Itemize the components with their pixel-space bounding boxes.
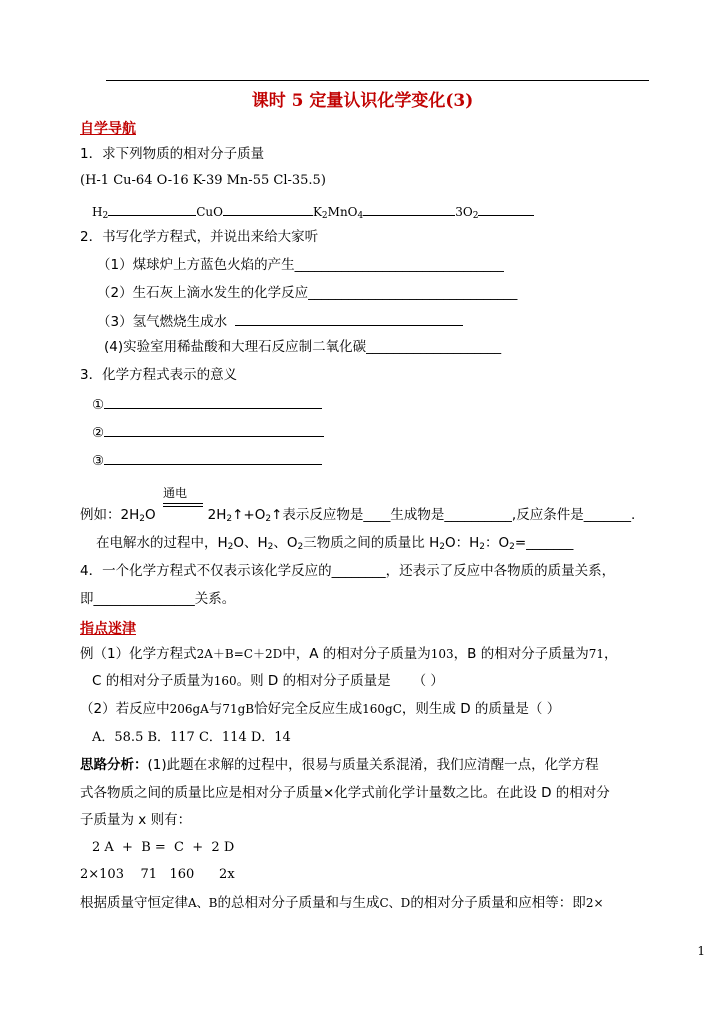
section-heading-guide: 自学导航: [80, 121, 136, 137]
analysis-equation: 2 A + B = C + 2 D: [92, 840, 235, 855]
question-3: 3．化学方程式表示的意义: [80, 367, 238, 383]
page-number: 1: [697, 944, 705, 958]
example-equation: 例如：$2H_2O$ $2H_2↑+O_2↑$表示反应物是____生成物是__________,反应条件是_______.: [80, 507, 636, 524]
analysis-line-1: 思路分析：(1)此题在求解的过程中，很易与质量关系混淆，我们应清醒一点，化学方程: [80, 757, 599, 773]
question-2-item-3: （3）氢气燃烧生成水: [97, 311, 463, 331]
condition-bar-top: [163, 503, 203, 504]
analysis-line-2: 式各物质之间的质量比应是相对分子质量×化学式前化学计量数之比。在此设 D 的相对分: [80, 785, 610, 801]
blank-meaning-1[interactable]: [104, 394, 322, 409]
formula-line: $H_2$ CuO $K_2MnO_4$ $3O_2$: [92, 201, 534, 225]
meaning-2: ②: [92, 422, 324, 442]
example-1-line-1: 例（1）化学方程式2A＋B=C＋2D中，A 的相对分子质量为103，B 的相对分子质量为71，: [80, 646, 618, 662]
question-2-item-1: （1）煤球炉上方蓝色火焰的产生_______________________________: [97, 257, 504, 273]
page-title: 课时 5 定量认识化学变化(3): [251, 91, 474, 111]
formula-k: K: [312, 205, 322, 219]
blank-cuo[interactable]: [223, 201, 313, 216]
analysis-line-3: 子质量为 x 则有：: [80, 812, 192, 828]
blank-meaning-3[interactable]: [104, 450, 322, 465]
formula-h2: H: [92, 205, 103, 219]
question-1: 1．求下列物质的相对分子质量: [80, 146, 265, 162]
analysis-line-4: 根据质量守恒定律A、B的总相对分子质量和与生成C、D的相对分子质量和应相等：即2×: [80, 895, 604, 911]
analysis-label: 思路分析：: [80, 757, 148, 773]
meaning-3: ③: [92, 450, 322, 470]
blank-h2[interactable]: [108, 201, 196, 216]
question-4-line-2: 即_______________关系。: [80, 591, 236, 607]
example-1-line-2: C 的相对分子质量为160。则 D 的相对分子质量是 （ ）: [92, 673, 444, 689]
question-2-item-2: （2）生石灰上滴水发生的化学反应_______________________________: [97, 285, 518, 301]
section-heading-tips: 指点迷津: [80, 621, 136, 637]
meaning-1: ①: [92, 394, 322, 414]
example-mass-ratio: 在电解水的过程中，$H_2O$、$H_2$、$O_2$三物质之间的质量比 $H_2O$：$H_2$：$O_2=\_\_\_\_\_\_\_$: [96, 535, 574, 552]
formula-o2: 3O: [455, 205, 473, 219]
answer-options: A．58.5 B．117 C．114 D．14: [92, 730, 291, 745]
example-2-line: （2）若反应中206gA与71gB恰好完全反应生成160gC，则生成 D 的质量是（ ）: [80, 701, 561, 717]
header-rule: [106, 80, 649, 81]
question-2-item-4: (4)实验室用稀盐酸和大理石反应制二氧化碳____________________: [104, 339, 502, 355]
blank-meaning-2[interactable]: [104, 422, 324, 437]
blank-o2[interactable]: [478, 201, 534, 216]
question-4-line-1: 4．一个化学方程式不仅表示该化学反应的________，还表示了反应中各物质的质量关系，: [80, 563, 616, 579]
question-2: 2．书写化学方程式，并说出来给大家听: [80, 229, 319, 245]
analysis-values: 2×103 71 160 2x: [80, 867, 235, 882]
formula-cuo: CuO: [196, 205, 223, 219]
reaction-condition: 通电: [163, 486, 188, 500]
blank-kmno4[interactable]: [363, 201, 455, 216]
atomic-masses: (H-1 Cu-64 O-16 K-39 Mn-55 Cl-35.5): [80, 173, 326, 188]
blank-2-3[interactable]: [235, 311, 463, 326]
